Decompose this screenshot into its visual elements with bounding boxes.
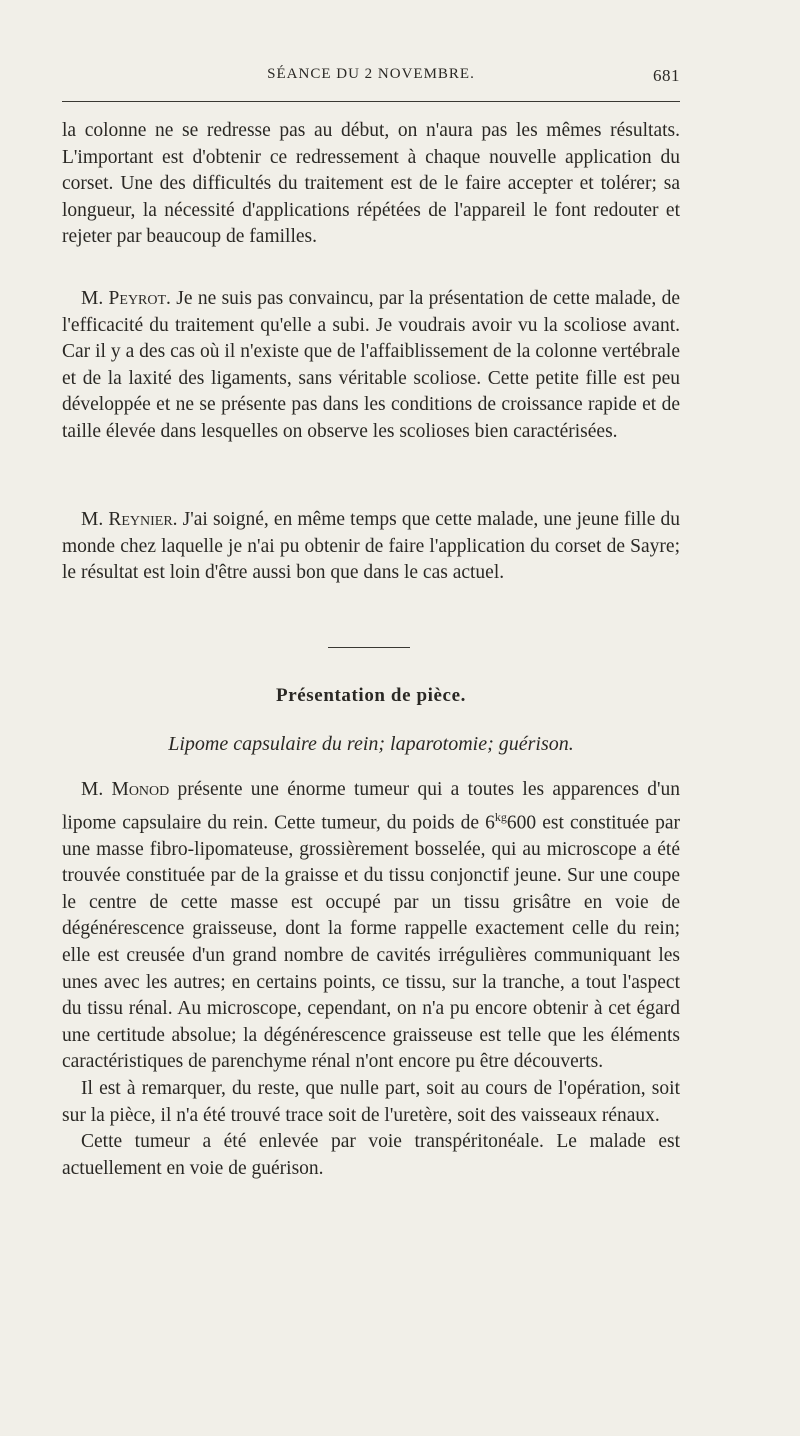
unit-superscript: kg bbox=[494, 809, 507, 824]
paragraph-text: J'ai soigné, en même temps que cette malade, une jeune fille du monde chez laquelle je n'ai pu obtenir de faire l'application du corset de Sayre; le résultat est loin d'être aussi bon que dans le cas actuel. bbox=[62, 509, 680, 584]
speaker-name: M. Peyrot. bbox=[81, 288, 171, 309]
paragraph-text: la colonne ne se redresse pas au début, on n'aura pas les mêmes résultats. L'important est d'obtenir ce redressement à chaque nouvelle application du corset. Une des difficultés du traitement est de le faire accepter et tolérer; sa longueur, la nécessité d'applications répétées de l'appareil le font redouter et rejeter par beaucoup de familles. bbox=[62, 120, 680, 248]
paragraph-peyrot bbox=[62, 286, 680, 446]
header-title: SÉANCE DU 2 NOVEMBRE. bbox=[267, 66, 475, 82]
paragraph-monod bbox=[62, 777, 680, 1076]
monod-section bbox=[62, 777, 680, 1182]
running-header bbox=[62, 66, 680, 90]
section-heading: Présentation de pièce. bbox=[276, 685, 466, 706]
page-number: 681 bbox=[653, 66, 680, 85]
paragraph-remarque: Il est à remarquer, du reste, que nulle part, soit au cours de l'opération, soit sur la pièce, il n'a été trouvé trace soit de l'uretère, soit des vaisseaux rénaux. bbox=[62, 1078, 680, 1126]
paragraph-reynier bbox=[62, 507, 680, 587]
paragraph-text: 600 est constituée par une masse fibro-lipomateuse, grossièrement bosselée, qui au microscope a été trouvée constituée par de la graisse et du tissu conjonctif jeune. Sur une coupe le centre de cette masse est occupé par un tissu grisâtre en voie de dégénérescence graisseuse, dont la forme rappelle exactement celle du rein; elle est creusée d'un grand nombre de cavités irrégulières communiquant les unes avec les autres; en certains points, ce tissu, sur la tranche, a tout l'aspect du tissu rénal. Au microscope, cependant, on n'a pu encore obtenir à cet égard une certitude absolue; la dégénérescence graisseuse est telle que les éléments caractéristiques de parenchyme rénal n'ont encore pu être découverts. bbox=[62, 812, 680, 1073]
paragraph-continuation bbox=[62, 118, 680, 251]
paragraph-text: Je ne suis pas convaincu, par la présentation de cette malade, de l'efficacité du traitement qu'elle a subi. Je voudrais avoir vu la scoliose avant. Car il y a des cas où il n'existe que de l'affaiblissement de la colonne vertébrale et de la laxité des ligaments, sans véritable scoliose. Cette petite fille est peu développée et ne se présente pas dans les conditions de croissance rapide et de taille élevée dans lesquelles on observe les scolioses bien caractérisées. bbox=[62, 288, 680, 442]
paragraph-text: présente une énorme tumeur qui a toutes les apparences d'un lipome capsulaire du rein. Cette tumeur, du poids de 6 bbox=[62, 779, 680, 834]
section-divider bbox=[328, 647, 410, 648]
speaker-name: M. Reynier. bbox=[81, 509, 178, 530]
paragraph-conclusion: Cette tumeur a été enlevée par voie transpéritonéale. Le malade est actuellement en voie de guérison. bbox=[62, 1131, 680, 1179]
section-subtitle: Lipome capsulaire du rein; laparotomie; guérison. bbox=[168, 733, 574, 755]
speaker-name: M. Monod bbox=[81, 779, 170, 800]
header-rule bbox=[62, 101, 680, 102]
